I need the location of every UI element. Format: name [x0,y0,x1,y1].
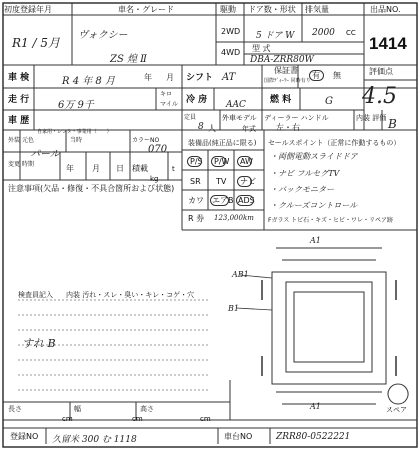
warranty-yes-circle [309,70,324,81]
change-label: 変更 時期 [8,161,34,168]
ac-value: AAC [226,100,246,110]
diagram-label-b1: B1 [228,304,239,313]
diagram-label-ab1: AB1 [232,270,249,279]
capacity-label: 定員 [184,114,197,121]
lot-number-label: 出品NO. [370,5,401,14]
drive-4wd: 4WD [221,48,241,57]
shift-value: AT [222,72,236,83]
notes-title: 注意事項(欠品・修復・不具合箇所および状態) [8,184,175,193]
equip-ads-circle [236,195,254,206]
change-volume: 積載 [132,164,148,173]
handle-options: 左・右 [276,123,300,132]
equip-pw-circle [211,156,226,167]
door-value: 5 ドア W [256,31,295,41]
km-label: キロ [160,91,173,98]
height-label: 高さ [140,405,154,413]
diagram-leaders [236,275,272,310]
score-label: 評価点 [369,67,393,76]
door-label: ドア数・形状 [248,5,296,14]
equip-ps-circle [187,156,202,167]
spare-tire-circle [388,384,408,404]
car-body [286,282,372,372]
handle-label: ディーラー ハンドル [264,114,329,122]
equip-aw-circle [237,156,252,167]
drive-2wd: 2WD [221,27,241,36]
warranty-label: 保証書 [274,66,298,75]
import-year-label: 年式 [242,125,256,133]
diagram-label-top: A1 [310,236,321,245]
warranty-no: 無 [333,71,341,80]
lot-number: 1414 [369,34,407,53]
first-registration-value: R1 / 5月 [12,36,60,50]
car-name-label: 車名・グレード [118,5,174,14]
mileage-value: 6万 9千 [58,100,94,111]
glass-note: Fガラス トビ石・キズ・ヒビ・ワレ・リペア跡 [268,217,393,224]
fuel-label: 燃 料 [270,95,292,105]
car-bumper-rear [276,392,382,404]
grade-value: ZS 煌 Ⅱ [110,54,147,65]
model-label: 型 式 [252,44,271,53]
r-ticket-value: 123,000km [214,214,254,222]
spare-label: スペア [386,406,407,414]
chassis-no-value: ZRR80-0522221 [276,432,351,442]
car-outline [272,248,386,384]
equip-sr: SR [190,177,201,186]
change-kg: kg [150,175,159,183]
sales-point-1: ・両側電動スライドドア [270,152,358,161]
inspection-value: R 4 年 8 月 [62,76,115,87]
sales-point-4: ・クルーズコントロール [270,201,358,210]
import-label: 外車モデル [222,114,257,122]
width-unit: cm [132,415,143,423]
equip-pw: P/W [214,157,230,166]
sales-point-3: ・バックモニター [270,185,334,194]
equip-airbag-circle [210,195,229,206]
change-date: 日 [116,164,124,173]
mileage-label: 走 行 [8,95,30,105]
warranty-yes: 有 [312,71,320,80]
model-value: DBA-ZRR80W [250,55,314,65]
equip-airbag: エアB [212,196,234,205]
height-unit: cm [200,415,211,423]
color-no-label: カラーNO [132,137,160,144]
registration-no-label: 登録NO [10,432,39,441]
inspector-label: 検査員記入 [18,291,53,299]
score-value: 4.5 [362,84,397,109]
displacement-unit: CC [346,29,356,37]
color-label: 元色 [22,137,35,144]
handle-value [328,118,337,128]
equip-ps: P/S [190,157,203,166]
equip-navi-circle [237,176,252,187]
interior-value: B [388,117,397,131]
inspection-month-label: 月 [166,73,174,82]
change-year: 年 [66,164,74,173]
color-number: 070 [148,144,168,155]
inspector-options: 内装 汚れ・スレ・臭い・キレ・コゲ・穴 [66,291,195,299]
color-value: パール [30,149,60,160]
drive-label: 駆動 [220,5,236,14]
ac-label: 冷 房 [186,95,208,105]
length-unit: cm [62,415,73,423]
car-wheels [262,280,396,376]
fuel-value: G [325,96,333,107]
same-label: 当時 [70,137,83,144]
length-label: 長さ [8,405,22,413]
chassis-no-label: 車台NO [224,432,253,441]
interior-label: 内装 評価 [356,114,387,122]
equip-ads: ADS [238,196,255,205]
equipment-title: 装備品(純正品に限る) [188,139,257,147]
displacement-label: 排気量 [305,5,329,14]
inspector-note: すれ B [22,337,56,350]
capacity-unit: 人 [208,124,216,133]
displacement-value: 2000 [312,28,335,38]
registration-no-value: 久留米 300 む 1118 [52,435,137,445]
r-ticket-label: R 券 [188,214,205,223]
exterior-label: 外装 [8,137,21,144]
equip-leather: カワ [188,196,204,205]
mile-label: マイル [160,101,178,108]
equip-aw: AW [240,157,253,166]
car-name-value: ヴォクシー [78,30,128,41]
equip-tv: TV [216,177,227,186]
history-label: 車 歴 [8,116,30,126]
equip-navi: ナビ [240,177,256,186]
change-t: t [172,165,175,173]
inspection-label: 車 検 [8,73,30,83]
diagram-label-bottom: A1 [310,402,321,411]
warranty-sub: 国際ﾃﾞｨｰﾗｰ 同時有り [264,78,311,84]
sales-point-2: ・ナビ フルセグTV [270,169,340,178]
first-registration-label: 初度登録年月 [4,5,52,14]
shift-label: シフト [186,73,214,83]
width-label: 幅 [74,405,81,413]
change-month: 月 [92,164,100,173]
history-options: 自家用・レンタ・事業用（ ） [37,129,112,135]
inspection-year-label: 年 [144,73,152,82]
capacity-value: 8 [198,122,204,132]
sales-points-title: セールスポイント（正常に作動するもの） [268,139,401,147]
